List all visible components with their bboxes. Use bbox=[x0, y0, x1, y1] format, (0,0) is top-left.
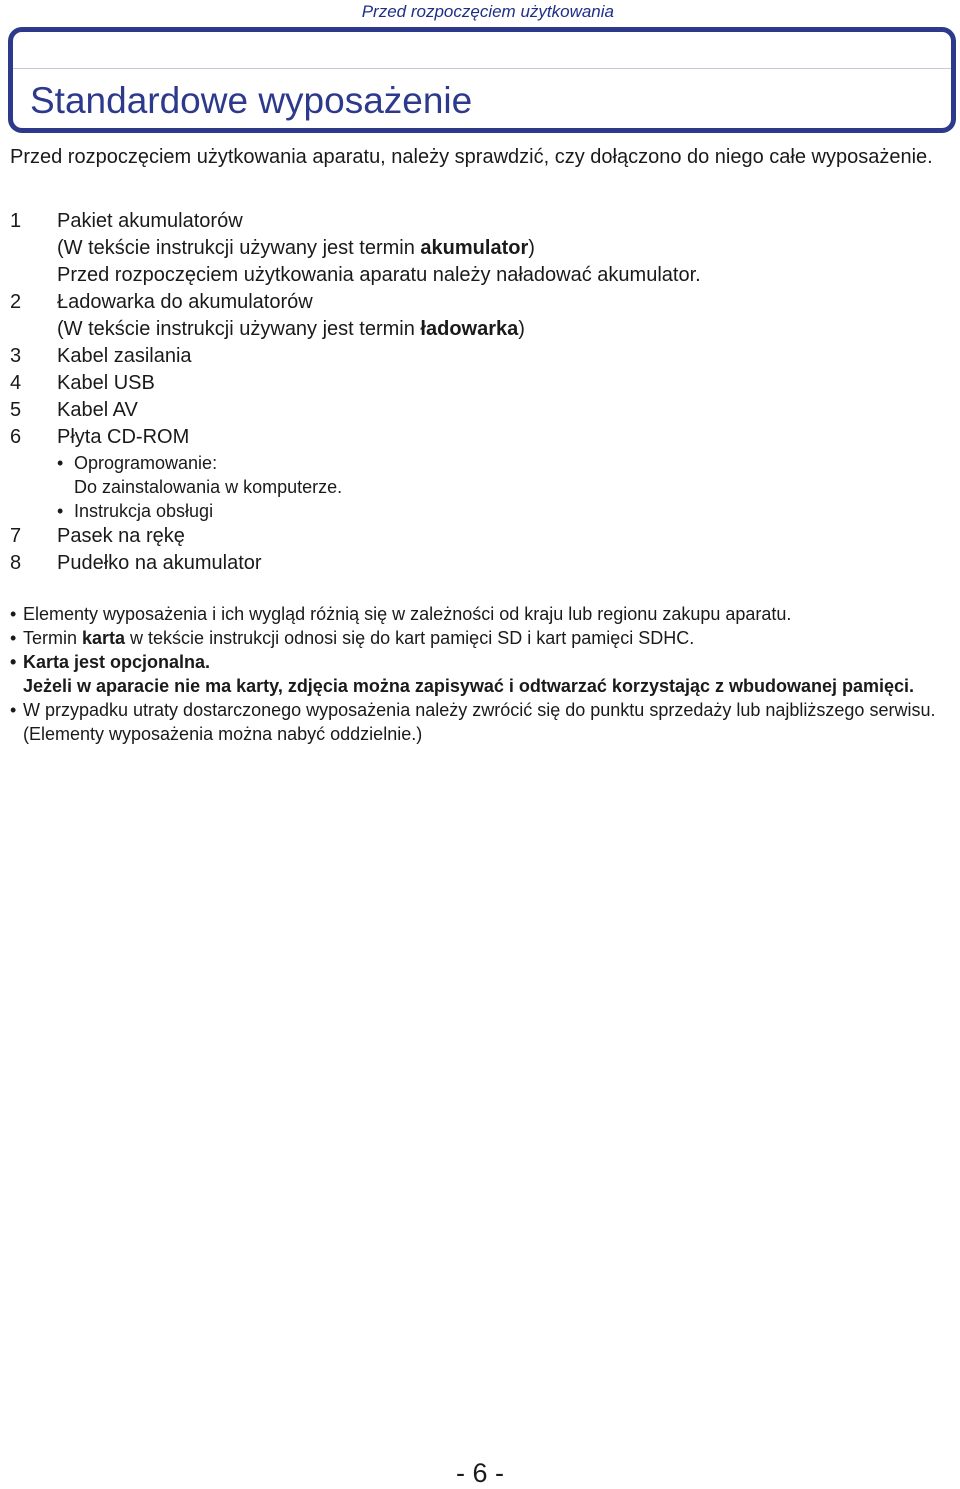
item-term-line: (W tekście instrukcji używany jest termin akumulator) bbox=[57, 237, 535, 259]
list-item bbox=[10, 208, 955, 289]
list-item bbox=[10, 424, 955, 451]
item-number: 3 bbox=[10, 345, 22, 367]
note-item bbox=[10, 650, 945, 698]
item-number: 2 bbox=[10, 291, 22, 313]
note-text: Termin karta w tekście instrukcji odnosi się do kart pamięci SD i kart pamięci SDHC. bbox=[23, 628, 695, 648]
list-item bbox=[10, 523, 955, 550]
bullet: • bbox=[57, 453, 64, 473]
sub-item-text: Instrukcja obsługi bbox=[74, 501, 214, 521]
list-item bbox=[10, 370, 955, 397]
intro-paragraph: Przed rozpoczęciem użytkowania aparatu, należy sprawdzić, czy dołączono do niego całe wyposażenie. bbox=[10, 146, 933, 168]
sub-list-item bbox=[57, 451, 955, 499]
cd-contents-list bbox=[57, 451, 955, 523]
title-divider bbox=[13, 68, 951, 69]
item-name: Pudełko na akumulator bbox=[57, 552, 262, 574]
bullet: • bbox=[10, 652, 17, 672]
list-item bbox=[10, 397, 955, 424]
item-number: 8 bbox=[10, 552, 22, 574]
item-name: Płyta CD-ROM bbox=[57, 426, 190, 448]
note-item bbox=[10, 698, 945, 746]
item-term-line: (W tekście instrukcji używany jest termin ładowarka) bbox=[57, 318, 525, 340]
item-name: Ładowarka do akumulatorów bbox=[57, 291, 313, 313]
note-warning-title: Karta jest opcjonalna. bbox=[23, 652, 211, 672]
item-extra-note: Przed rozpoczęciem użytkowania aparatu należy naładować akumulator. bbox=[57, 264, 701, 286]
bullet: • bbox=[10, 604, 17, 624]
list-item bbox=[10, 289, 955, 343]
section-title-box bbox=[8, 27, 956, 133]
bullet: • bbox=[10, 700, 17, 720]
page-title: Standardowe wyposażenie bbox=[30, 80, 473, 121]
sub-list-item bbox=[57, 499, 955, 523]
note-text: W przypadku utraty dostarczonego wyposażenia należy zwrócić się do punktu sprzedaży lub najbliższego serwisu. (Elementy wyposażenia można nabyć oddzielnie.) bbox=[23, 700, 936, 744]
bullet: • bbox=[10, 628, 17, 648]
note-text: Elementy wyposażenia i ich wygląd różnią się w zależności od kraju lub regionu zakupu aparatu. bbox=[23, 604, 792, 624]
item-term: ładowarka bbox=[420, 318, 519, 340]
equipment-list bbox=[10, 208, 955, 577]
page-number: - 6 - bbox=[455, 1458, 504, 1488]
item-number: 4 bbox=[10, 372, 22, 394]
item-number: 1 bbox=[10, 210, 22, 232]
item-name: Kabel AV bbox=[57, 399, 138, 421]
item-name: Pakiet akumulatorów bbox=[57, 210, 243, 232]
bullet: • bbox=[57, 501, 64, 521]
notes-list bbox=[10, 602, 945, 746]
item-number: 5 bbox=[10, 399, 22, 421]
note-item bbox=[10, 602, 945, 626]
list-item bbox=[10, 550, 955, 577]
item-number: 7 bbox=[10, 525, 22, 547]
sub-item-text: Oprogramowanie: bbox=[74, 453, 218, 473]
list-item bbox=[10, 343, 955, 370]
running-header: Przed rozpoczęciem użytkowania bbox=[361, 2, 614, 21]
item-term: akumulator bbox=[420, 237, 529, 259]
note-item bbox=[10, 626, 945, 650]
item-name: Pasek na rękę bbox=[57, 525, 185, 547]
item-name: Kabel USB bbox=[57, 372, 155, 394]
item-number: 6 bbox=[10, 426, 22, 448]
note-warning-text: Jeżeli w aparacie nie ma karty, zdjęcia można zapisywać i odtwarzać korzystając z wbudowanej pamięci. bbox=[23, 676, 915, 696]
item-name: Kabel zasilania bbox=[57, 345, 192, 367]
sub-item-text: Do zainstalowania w komputerze. bbox=[74, 477, 343, 497]
note-term: karta bbox=[82, 628, 126, 648]
